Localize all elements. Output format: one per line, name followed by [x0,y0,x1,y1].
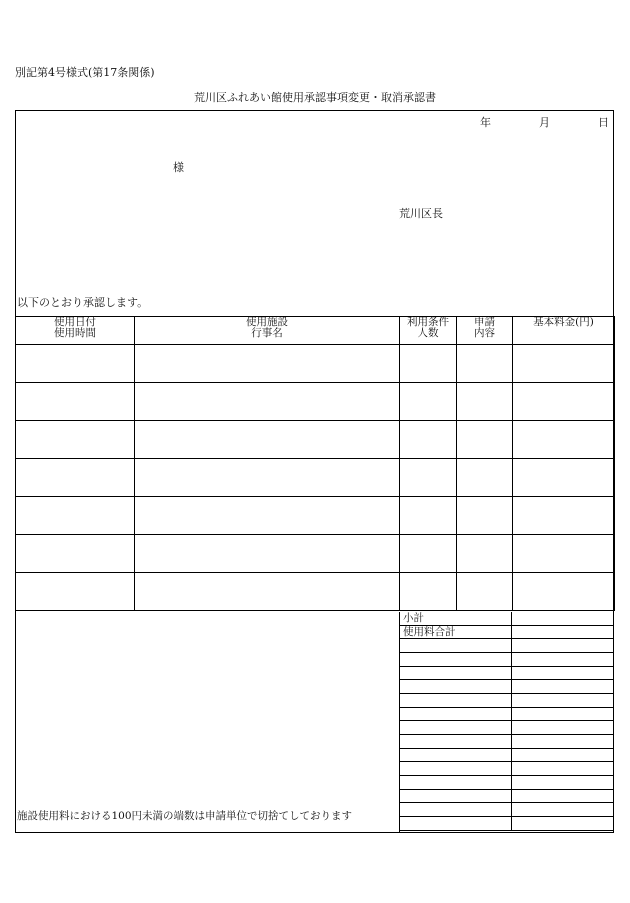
cell-application-content[interactable] [457,345,513,383]
cell-date-time[interactable] [16,497,135,535]
header-conditions: 利用条件 [407,316,449,328]
fee-value-cell[interactable] [512,776,614,789]
fee-value-cell[interactable] [512,817,614,830]
fee-value-cell[interactable] [512,708,614,721]
header-base-fee [513,317,615,345]
fee-row [399,776,614,790]
cell-base-fee[interactable] [513,345,615,383]
cell-date-time[interactable] [16,459,135,497]
fee-value-cell[interactable] [512,721,614,734]
cell-application-content[interactable] [457,421,513,459]
total-fee-label: 使用料合計 [399,626,512,639]
fee-row [399,762,614,776]
fee-value-cell[interactable] [512,735,614,748]
fee-label-cell[interactable] [399,694,512,707]
table-row [16,573,615,611]
cell-facility-event[interactable] [135,573,400,611]
cell-conditions-people[interactable] [400,497,457,535]
document-title: 荒川区ふれあい館使用承認事項変更・取消承認書 [194,91,436,104]
fee-label-cell[interactable] [399,721,512,734]
fee-value-cell[interactable] [512,639,614,652]
fee-value-cell[interactable] [512,653,614,666]
fee-row [399,639,614,653]
fee-label-cell[interactable] [399,749,512,762]
usage-table [15,316,615,611]
fee-label-cell[interactable] [399,708,512,721]
total-fee-value[interactable] [512,626,614,639]
cell-date-time[interactable] [16,535,135,573]
fee-row [399,817,614,831]
signer-title: 荒川区長 [399,207,443,220]
fee-label-cell[interactable] [399,653,512,666]
cell-facility-event[interactable] [135,421,400,459]
fee-label-cell[interactable] [399,639,512,652]
table-row [16,535,615,573]
cell-base-fee[interactable] [513,383,615,421]
fee-row [399,735,614,749]
cell-base-fee[interactable] [513,459,615,497]
header-usage-time: 使用時間 [54,327,96,339]
cell-facility-event[interactable] [135,497,400,535]
cell-date-time[interactable] [16,383,135,421]
subtotal-row [399,612,614,626]
table-header-row [16,317,615,345]
table-row [16,345,615,383]
header-conditions-people [400,317,457,345]
fee-value-cell[interactable] [512,803,614,816]
fee-value-cell[interactable] [512,667,614,680]
cell-facility-event[interactable] [135,345,400,383]
fee-label-cell[interactable] [399,667,512,680]
table-row [16,459,615,497]
cell-facility-event[interactable] [135,383,400,421]
header-content: 内容 [474,327,495,339]
fee-value-cell[interactable] [512,790,614,803]
total-fee-row [399,626,614,640]
cell-application-content[interactable] [457,497,513,535]
fee-value-cell[interactable] [512,694,614,707]
cell-base-fee[interactable] [513,421,615,459]
cell-conditions-people[interactable] [400,459,457,497]
cell-conditions-people[interactable] [400,345,457,383]
rounding-footnote: 施設使用料における100円未満の端数は申請単位で切捨てしております [17,810,353,822]
cell-conditions-people[interactable] [400,421,457,459]
fee-label-cell[interactable] [399,790,512,803]
fee-value-cell[interactable] [512,749,614,762]
cell-base-fee[interactable] [513,573,615,611]
cell-conditions-people[interactable] [400,535,457,573]
cell-application-content[interactable] [457,459,513,497]
approval-statement: 以下のとおり承認します。 [17,296,149,309]
subtotal-label: 小計 [399,612,512,625]
cell-date-time[interactable] [16,345,135,383]
fee-row [399,803,614,817]
fee-row [399,749,614,763]
cell-base-fee[interactable] [513,497,615,535]
cell-date-time[interactable] [16,421,135,459]
date-day-label: 日 [598,116,609,129]
cell-date-time[interactable] [16,573,135,611]
fee-row [399,694,614,708]
header-facility: 使用施設 [246,316,288,328]
header-facility-event [135,317,400,345]
table-row [16,383,615,421]
cell-application-content[interactable] [457,383,513,421]
fee-label-cell[interactable] [399,762,512,775]
header-people: 人数 [417,327,439,339]
fee-label-cell[interactable] [399,735,512,748]
fee-label-cell[interactable] [399,680,512,693]
form-reference: 別記第4号様式(第17条関係) [15,66,155,79]
fee-row [399,721,614,735]
table-row [16,421,615,459]
cell-facility-event[interactable] [135,535,400,573]
cell-application-content[interactable] [457,573,513,611]
subtotal-value[interactable] [512,612,614,625]
cell-conditions-people[interactable] [400,573,457,611]
fee-label-cell[interactable] [399,776,512,789]
header-usage-date: 使用日付 [54,316,96,328]
fee-row [399,708,614,722]
fee-row [399,667,614,681]
addressee-suffix: 様 [173,161,184,174]
header-base-fee-label: 基本料金(円) [533,316,594,328]
header-usage-date-time [16,317,135,345]
date-year-label: 年 [480,116,491,129]
table-row [16,497,615,535]
cell-facility-event[interactable] [135,459,400,497]
cell-application-content[interactable] [457,535,513,573]
fee-row [399,680,614,694]
cell-base-fee[interactable] [513,535,615,573]
fee-value-cell[interactable] [512,762,614,775]
cell-conditions-people[interactable] [400,383,457,421]
fee-row [399,653,614,667]
header-application: 申請 [474,316,495,328]
fee-summary-block [399,612,614,831]
header-application-content [457,317,513,345]
fee-value-cell[interactable] [512,680,614,693]
header-event-name: 行事名 [251,327,283,339]
fee-label-cell[interactable] [399,803,512,816]
fee-row [399,790,614,804]
fee-label-cell[interactable] [399,817,512,830]
date-month-label: 月 [539,116,550,129]
